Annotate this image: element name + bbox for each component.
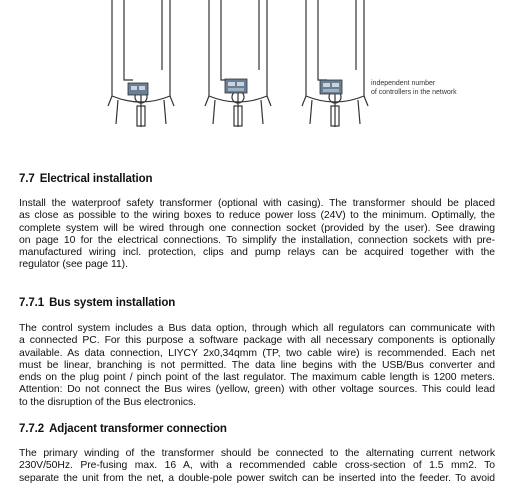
section-heading-7-7-1 [19,297,175,309]
tank-2 [205,0,271,127]
tank-3 [302,0,368,127]
paragraph-line: on page 10 for the electrical connections. To simplify the installation, connection sockets with pre- [19,234,495,246]
section-number: 7.7.1 [19,297,45,309]
figure-caption-line: independent number [371,80,436,87]
section-heading-7-7-2 [19,423,227,435]
paragraph-line: Attention: Do not connect the Bus wires (yellow, green) with other voltage sources. This could lead [19,384,495,396]
paragraph-line: Install the waterproof safety transformer (optional with casing). The transformer should be placed [19,198,495,209]
figure-caption-line: of controllers in the network [371,89,457,96]
figure-caption [371,79,511,97]
section-title: Electrical installation [39,173,153,185]
paragraph-line: The primary winding of the transformer should be connected to the alternating current network [19,448,495,459]
paragraph-line: as close as possible to the wiring boxes to reduce power loss (24V) to the minimum. Optimally, the [19,210,495,222]
paragraph-line: 230V/50Hz. Pre-fusing max. 16 A, with a recommended cable cross-section of 1.5 mm2. To [19,460,495,472]
section-7-7-1-paragraph [19,323,495,409]
tank-diagram [0,0,519,135]
tank-network-figure [0,0,519,135]
paragraph-line: manufactured wiring incl. protection, clips and pump relays can be acquired together with the [19,247,495,259]
paragraph-line: complete system will be wired through one connection socket (provided by the user). See drawing [19,222,495,234]
paragraph-line: ends on the plug point / pinch point of the last regulator. The maximum cable length is 1200 meters. [19,372,495,384]
section-heading-7-7 [19,173,152,185]
paragraph-line: must be linear, branching is not permitted. The data line begins with the USB/Bus converter and [19,359,495,371]
section-title: Bus system installation [49,297,176,309]
controller-2 [225,79,247,93]
section-7-7-paragraph [19,198,495,272]
paragraph-line: available. As data connection, LIYCY 2x0,34qmm (TP, two cable wire) is recommended. Each net [19,347,495,359]
paragraph-line: a connected PC. For this purpose a software package with all necessary components is optionally [19,335,495,347]
section-title: Adjacent transformer connection [49,423,227,435]
paragraph-line: to the disruption of the Bus electronics. [19,396,197,408]
paragraph-line: separate the unit from the net, a double-pole power switch can be inserted into the feeder. To avoid [19,472,495,484]
section-number: 7.7.2 [19,423,45,435]
paragraph-line: regulator (see page 11). [19,259,128,271]
controller-3 [320,80,342,94]
controller-1 [128,83,148,95]
section-number: 7.7 [19,173,35,185]
paragraph-line: The control system includes a Bus data option, through which all regulators can communicate with [19,323,495,334]
tank-1 [108,0,174,127]
section-7-7-2-paragraph [19,448,495,485]
